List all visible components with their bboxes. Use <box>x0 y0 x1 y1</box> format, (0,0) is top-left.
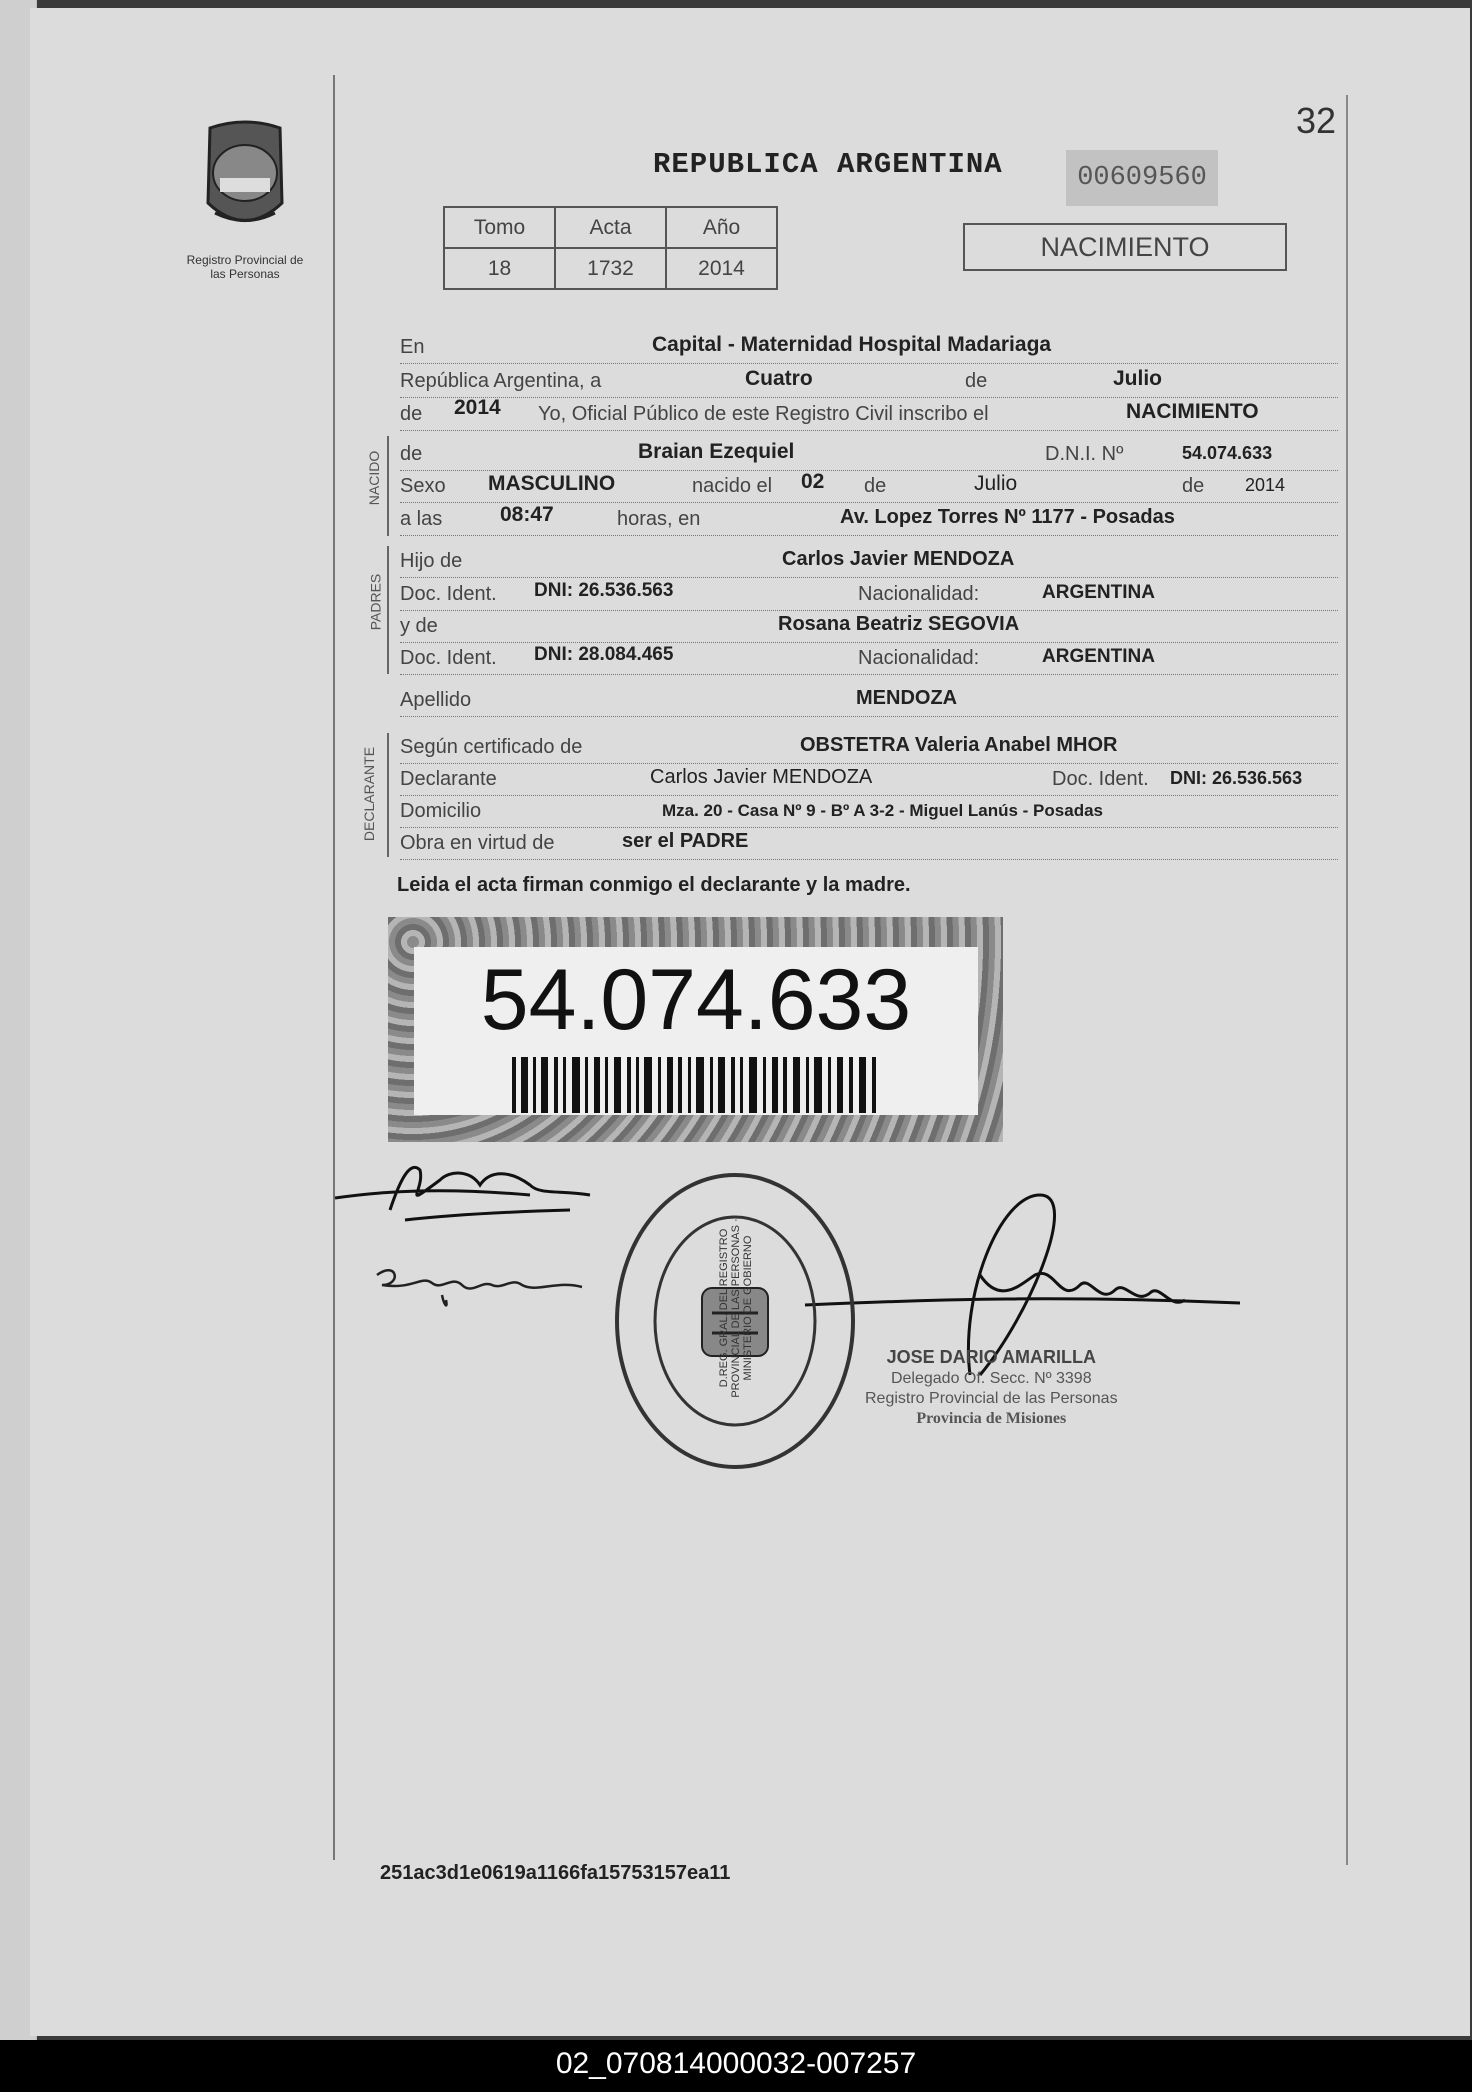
value-acta: 1732 <box>555 248 666 289</box>
line-capacity <box>400 829 1338 860</box>
line-mother <box>400 612 1338 643</box>
official-name: JOSE DARIO AMARILLA <box>886 1347 1096 1367</box>
label-sexo: Sexo <box>400 475 446 497</box>
label-apellido: Apellido <box>400 689 472 711</box>
label-de-year: de <box>400 403 423 425</box>
label-doc-ident-declarant: Doc. Ident. <box>1052 768 1149 790</box>
signature-mother <box>372 1255 592 1315</box>
value-place: Capital - Maternidad Hospital Madariaga <box>652 333 1052 356</box>
label-hijo-de: Hijo de <box>400 550 463 572</box>
side-label-nacido: NACIDO <box>366 450 383 506</box>
nacido-bracket <box>387 436 389 536</box>
label-doc-ident-mother: Doc. Ident. <box>400 647 497 669</box>
serial-number: 00609560 <box>1066 150 1218 206</box>
act-type-box: NACIMIENTO <box>963 223 1287 271</box>
padres-bracket <box>387 546 389 674</box>
label-de-child: de <box>400 443 423 465</box>
line-sex <box>400 472 1338 503</box>
line-surname <box>400 686 1338 717</box>
side-label-declarante: DECLARANTE <box>361 746 378 842</box>
value-tomo: 18 <box>444 248 555 289</box>
value-birth-year: 2014 <box>1245 475 1286 495</box>
line-mother-doc <box>400 644 1338 675</box>
value-domicile: Mza. 20 - Casa Nº 9 - Bº A 3-2 - Miguel Lanús - Posadas <box>662 801 1103 820</box>
value-sex: MASCULINO <box>488 472 616 495</box>
closing-statement: Leida el acta firman conmigo el declarante y la madre. <box>397 874 911 896</box>
side-label-padres: PADRES <box>367 573 384 631</box>
logo-caption: Registro Provincial de las Personas <box>186 253 304 281</box>
declarante-bracket <box>387 733 389 857</box>
value-act-label: NACIMIENTO <box>1126 400 1259 423</box>
header-acta: Acta <box>555 207 666 248</box>
value-father-name: Carlos Javier MENDOZA <box>782 548 1015 570</box>
label-de: de <box>965 370 988 392</box>
label-en: En <box>400 336 425 358</box>
label-yo: Yo, Oficial Público de este Registro Civil inscribo el <box>538 403 989 425</box>
label-doc-ident-father: Doc. Ident. <box>400 583 497 605</box>
signature-father <box>330 1140 630 1240</box>
official-signature-block <box>865 1347 1118 1429</box>
value-birth-month: Julio <box>974 472 1018 495</box>
line-declarant <box>400 765 1338 796</box>
registry-logo <box>180 118 310 281</box>
label-dni: D.N.I. Nº <box>1045 443 1124 465</box>
line-certificate <box>400 733 1338 764</box>
label-obra: Obra en virtud de <box>400 832 555 854</box>
label-a-las: a las <box>400 508 443 530</box>
dni-sticker-number: 54.074.633 <box>480 952 912 1048</box>
label-horas: horas, en <box>617 508 701 530</box>
right-margin-rule <box>1346 95 1348 1865</box>
label-declarante: Declarante <box>400 768 497 790</box>
value-child-dni: 54.074.633 <box>1182 443 1273 463</box>
value-mother-doc: DNI: 28.084.465 <box>534 644 674 665</box>
line-official <box>400 396 1338 431</box>
line-domicile <box>400 797 1338 828</box>
label-de-month: de <box>864 475 887 497</box>
label-republica: República Argentina, a <box>400 370 602 392</box>
value-month: Julio <box>1113 367 1163 390</box>
official-role: Delegado Of. Secc. Nº 3398 <box>890 1370 1092 1387</box>
value-declarant: Carlos Javier MENDOZA <box>650 766 873 788</box>
value-mother-nationality: ARGENTINA <box>1042 646 1155 667</box>
tomo-acta-ano-table <box>443 206 778 290</box>
value-declarant-doc: DNI: 26.536.563 <box>1170 768 1303 788</box>
value-time: 08:47 <box>500 503 554 526</box>
left-margin-rule <box>333 75 335 1860</box>
barcode-icon <box>512 1057 882 1113</box>
line-date <box>400 367 1338 398</box>
value-birth-day: 02 <box>801 470 825 493</box>
value-certificate: OBSTETRA Valeria Anabel MHOR <box>800 734 1118 756</box>
value-father-doc: DNI: 26.536.563 <box>534 580 674 601</box>
line-place <box>400 333 1338 364</box>
line-father <box>400 547 1338 578</box>
value-ano: 2014 <box>666 248 777 289</box>
line-time <box>400 505 1338 536</box>
line-child <box>400 440 1338 471</box>
value-father-nationality: ARGENTINA <box>1042 582 1155 603</box>
value-capacity: ser el PADRE <box>622 830 749 852</box>
footer-filename: 02_070814000032-007257 <box>555 2047 917 2080</box>
official-org: Registro Provincial de las Personas <box>865 1390 1118 1407</box>
dni-sticker-label <box>414 947 978 1115</box>
value-day-words: Cuatro <box>745 367 813 390</box>
header-ano: Año <box>666 207 777 248</box>
coat-of-arms-icon <box>190 118 300 248</box>
document-title: REPUBLICA ARGENTINA <box>653 148 1003 181</box>
header-tomo: Tomo <box>444 207 555 248</box>
label-nationality-mother: Nacionalidad: <box>858 647 980 669</box>
label-domicilio: Domicilio <box>400 800 482 822</box>
dni-sticker <box>388 917 1003 1142</box>
page-number: 32 <box>1296 100 1337 141</box>
label-segun: Según certificado de <box>400 736 583 758</box>
seal-text: D.REG. GRAL. DEL REGISTRO PROVINCIAL DE LAS PERSONAS · MINISTERIO DE GOBIERNO <box>718 1218 754 1398</box>
value-mother-name: Rosana Beatriz SEGOVIA <box>778 613 1020 635</box>
value-address: Av. Lopez Torres Nº 1177 - Posadas <box>840 506 1175 528</box>
label-nacido: nacido el <box>692 475 773 497</box>
label-nationality-father: Nacionalidad: <box>858 583 980 605</box>
value-surname: MENDOZA <box>856 687 958 709</box>
document-hash: 251ac3d1e0619a1166fa15753157ea11 <box>380 1862 731 1884</box>
label-y-de: y de <box>400 615 438 637</box>
value-child-name: Braian Ezequiel <box>638 440 795 463</box>
label-de-year2: de <box>1182 475 1205 497</box>
official-province: Provincia de Misiones <box>916 1410 1067 1427</box>
value-year: 2014 <box>454 396 501 419</box>
line-father-doc <box>400 580 1338 611</box>
